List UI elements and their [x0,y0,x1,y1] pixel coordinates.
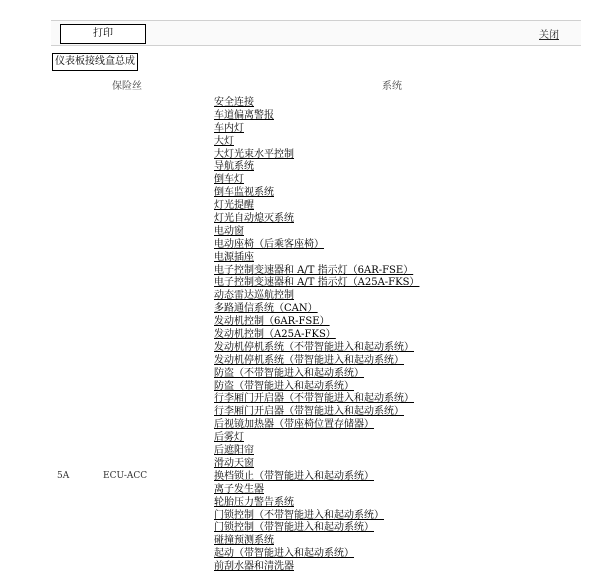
list-item [214,161,419,174]
system-link[interactable]: 发动机控制（A25A-FKS） [214,329,336,341]
fuse-name: ECU-ACC [103,471,148,481]
list-item [214,561,419,574]
list-item [214,226,419,239]
system-link[interactable]: 发动机停机系统（带智能进入和起动系统） [214,354,404,366]
system-link[interactable]: 灯光自动熄灭系统 [214,213,294,225]
system-link[interactable]: 导航系统 [214,161,254,173]
system-link[interactable]: 换档锁止（带智能进入和起动系统） [214,470,374,482]
list-item [214,149,419,162]
system-link[interactable]: 防盗（不带智能进入和起动系统） [214,367,364,379]
system-link[interactable]: 安全连接 [214,97,254,108]
list-item [214,535,419,548]
system-link[interactable]: 后视镜加热器（带座椅位置存储器） [214,419,374,431]
system-link[interactable]: 大灯光束水平控制 [214,148,294,160]
system-link[interactable]: 滑动天窗 [214,457,254,469]
assembly-title: 仪表板接线盒总成 [52,53,138,71]
system-link[interactable]: 电动座椅（后乘客座椅） [214,238,324,250]
system-link[interactable]: 轮胎压力警告系统 [214,496,294,508]
list-item [214,355,419,368]
system-link[interactable]: 电子控制变速器和 A/T 指示灯（A25A-FKS） [214,277,420,289]
system-link[interactable]: 车道偏离警报 [214,109,274,121]
list-item [214,97,419,110]
system-link[interactable]: 电子控制变速器和 A/T 指示灯（6AR-FSE） [214,264,414,276]
system-link[interactable]: 灯光提醒 [214,200,254,212]
list-item [214,471,419,484]
system-list [214,97,419,574]
toolbar [51,20,581,46]
system-link[interactable]: 前刮水器和清洗器 [214,561,294,573]
system-link[interactable]: 起动（带智能进入和起动系统） [214,548,354,560]
list-item [214,110,419,123]
system-link[interactable]: 发动机控制（6AR-FSE） [214,316,330,328]
list-item [214,368,419,381]
close-link[interactable]: 关闭 [539,30,559,41]
list-item [214,187,419,200]
list-item [214,200,419,213]
system-link[interactable]: 发动机停机系统（不带智能进入和起动系统） [214,341,414,353]
list-item [214,419,419,432]
list-item [214,252,419,265]
system-link[interactable]: 后遮阳帘 [214,445,254,457]
list-item [214,174,419,187]
system-link[interactable]: 行李厢门开启器（不带智能进入和起动系统） [214,393,414,405]
list-item [214,406,419,419]
list-item [214,548,419,561]
system-link[interactable]: 后雾灯 [214,432,244,444]
system-link[interactable]: 多路通信系统（CAN） [214,303,318,315]
list-item [214,123,419,136]
list-item [214,393,419,406]
system-link[interactable]: 倒车监视系统 [214,187,274,199]
fuse-column-header: 保险丝 [112,81,142,92]
list-item [214,497,419,510]
list-item [214,458,419,471]
system-link[interactable]: 门锁控制（带智能进入和起动系统） [214,522,374,534]
list-item [214,136,419,149]
list-item [214,381,419,394]
list-item [214,239,419,252]
list-item [214,213,419,226]
list-item [214,522,419,535]
list-item [214,342,419,355]
list-item [214,445,419,458]
list-item [214,316,419,329]
system-link[interactable]: 车内灯 [214,122,244,134]
print-button[interactable]: 打印 [60,24,146,44]
list-item [214,277,419,290]
system-link[interactable]: 碰撞预测系统 [214,535,274,547]
system-link[interactable]: 电源插座 [214,251,254,263]
system-link[interactable]: 门锁控制（不带智能进入和起动系统） [214,509,384,521]
list-item [214,265,419,278]
system-link[interactable]: 离子发生器 [214,483,264,495]
system-column-header: 系统 [382,81,402,92]
list-item [214,510,419,523]
system-link[interactable]: 动态雷达巡航控制 [214,290,294,302]
list-item [214,432,419,445]
system-link[interactable]: 倒车灯 [214,174,244,186]
list-item [214,484,419,497]
system-link[interactable]: 防盗（带智能进入和起动系统） [214,380,354,392]
system-link[interactable]: 电动窗 [214,225,244,237]
list-item [214,303,419,316]
system-link[interactable]: 行李厢门开启器（带智能进入和起动系统） [214,406,404,418]
system-link[interactable]: 大灯 [214,135,234,147]
list-item [214,329,419,342]
fuse-rating: 5A [57,471,70,481]
list-item [214,290,419,303]
